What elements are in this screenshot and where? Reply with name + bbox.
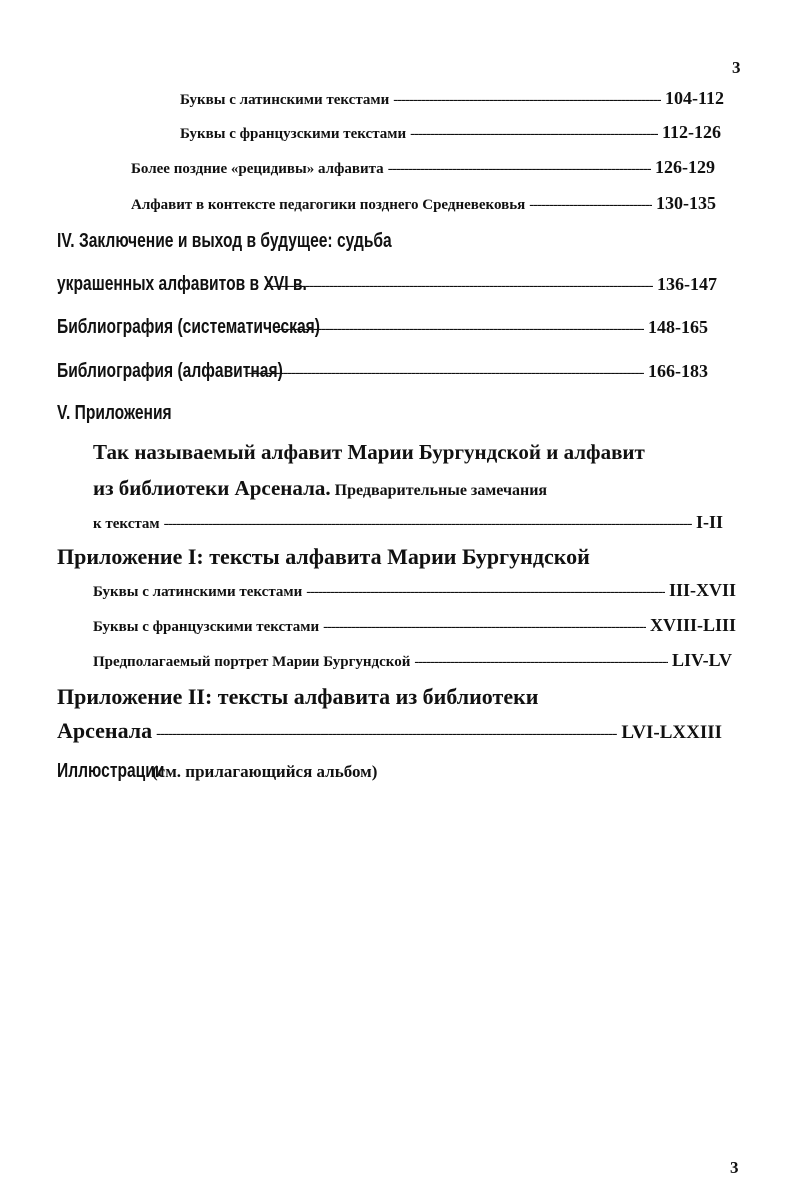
toc-entry bbox=[93, 650, 732, 671]
toc-entry bbox=[93, 580, 736, 601]
toc-entry bbox=[131, 193, 716, 214]
toc-entry-pages: 136-147 bbox=[657, 274, 717, 294]
toc-section-heading bbox=[57, 544, 590, 570]
dot-leader bbox=[265, 278, 653, 295]
toc-section-heading bbox=[57, 402, 204, 425]
toc-entry-pages: 130-135 bbox=[656, 193, 716, 213]
toc-entry-title-cont: к текстам bbox=[93, 516, 160, 532]
toc-entry-title-cont: Арсенала bbox=[57, 718, 153, 743]
toc-entry-pages: LVI-LXXIII bbox=[621, 722, 722, 743]
toc-entry-title: IV. Заключение и выход в будущее: судьба bbox=[57, 230, 392, 252]
toc-entry-title: Буквы с французскими текстами bbox=[180, 126, 407, 142]
toc-entry-title: V. Приложения bbox=[57, 402, 172, 424]
toc-entry-pages: XVIII-LIII bbox=[649, 615, 736, 635]
toc-entry-pages: 104-112 bbox=[664, 88, 724, 108]
toc-entry-title: Буквы с латинскими текстами bbox=[93, 584, 303, 600]
toc-entry-title: Буквы с латинскими текстами bbox=[180, 92, 390, 108]
toc-entry bbox=[93, 512, 723, 533]
dot-leader bbox=[323, 619, 646, 636]
toc-entry-title: Буквы с французскими текстами bbox=[93, 619, 320, 635]
toc-entry-pages: 112-126 bbox=[661, 122, 721, 142]
toc-entry bbox=[93, 615, 736, 636]
toc-entry-pages: LIV-LV bbox=[671, 650, 732, 670]
toc-entry bbox=[131, 157, 715, 178]
toc-entry-title: Библиография (систематическая) bbox=[57, 316, 320, 338]
toc-entry-title: Иллюстрации bbox=[57, 760, 165, 782]
toc-entry-title: Алфавит в контексте педагогики позднего Средневековья bbox=[131, 197, 526, 213]
toc-entry bbox=[57, 316, 708, 339]
toc-entry-note: (см. прилагающийся альбом) bbox=[152, 762, 378, 781]
toc-entry-pages: III-XVII bbox=[668, 580, 736, 600]
toc-entry-pages: 148-165 bbox=[648, 317, 708, 337]
dot-leader bbox=[277, 321, 644, 338]
toc-entry bbox=[180, 122, 721, 143]
toc-entry-title: Приложение II: тексты алфавита из библиотеки bbox=[57, 684, 539, 709]
toc-entry-pages: 166-183 bbox=[648, 361, 708, 381]
toc-entry-title: Так называемый алфавит Марии Бургундской и алфавит bbox=[93, 440, 645, 464]
page-number-bottom: 3 bbox=[730, 1158, 739, 1177]
toc-subheading bbox=[93, 440, 645, 465]
page-number-top: 3 bbox=[732, 58, 741, 77]
dot-leader bbox=[247, 365, 644, 382]
toc-entry-title: Предполагаемый портрет Марии Бургундской bbox=[93, 654, 411, 670]
toc-entry-title: Приложение I: тексты алфавита Марии Бургундской bbox=[57, 544, 590, 569]
dot-leader bbox=[414, 654, 668, 671]
toc-entry bbox=[57, 360, 708, 383]
dot-leader bbox=[164, 516, 692, 533]
toc-section-heading bbox=[57, 230, 486, 253]
toc-entry-pages: 126-129 bbox=[655, 157, 715, 177]
toc-entry bbox=[57, 718, 722, 744]
dot-leader bbox=[156, 726, 617, 743]
dot-leader bbox=[529, 197, 652, 214]
toc-entry-title: Более поздние «рецидивы» алфавита bbox=[131, 161, 384, 177]
toc-entry bbox=[180, 88, 724, 109]
dot-leader bbox=[306, 584, 665, 601]
toc-subheading-cont bbox=[93, 476, 547, 501]
toc-entry-title: Библиография (алфавитная) bbox=[57, 360, 283, 382]
toc-entry bbox=[57, 273, 717, 296]
toc-entry-note: Предварительные замечания bbox=[334, 482, 548, 499]
toc-entry-pages: I-II bbox=[695, 512, 723, 532]
toc-section-heading bbox=[57, 684, 538, 710]
toc-section-heading bbox=[57, 760, 377, 783]
dot-leader bbox=[388, 161, 651, 178]
toc-entry-title-cont: украшенных алфавитов в XVI в. bbox=[57, 273, 307, 295]
toc-entry-title-cont: из библиотеки Арсенала. bbox=[93, 476, 331, 500]
dot-leader bbox=[410, 126, 658, 143]
dot-leader bbox=[393, 92, 661, 109]
